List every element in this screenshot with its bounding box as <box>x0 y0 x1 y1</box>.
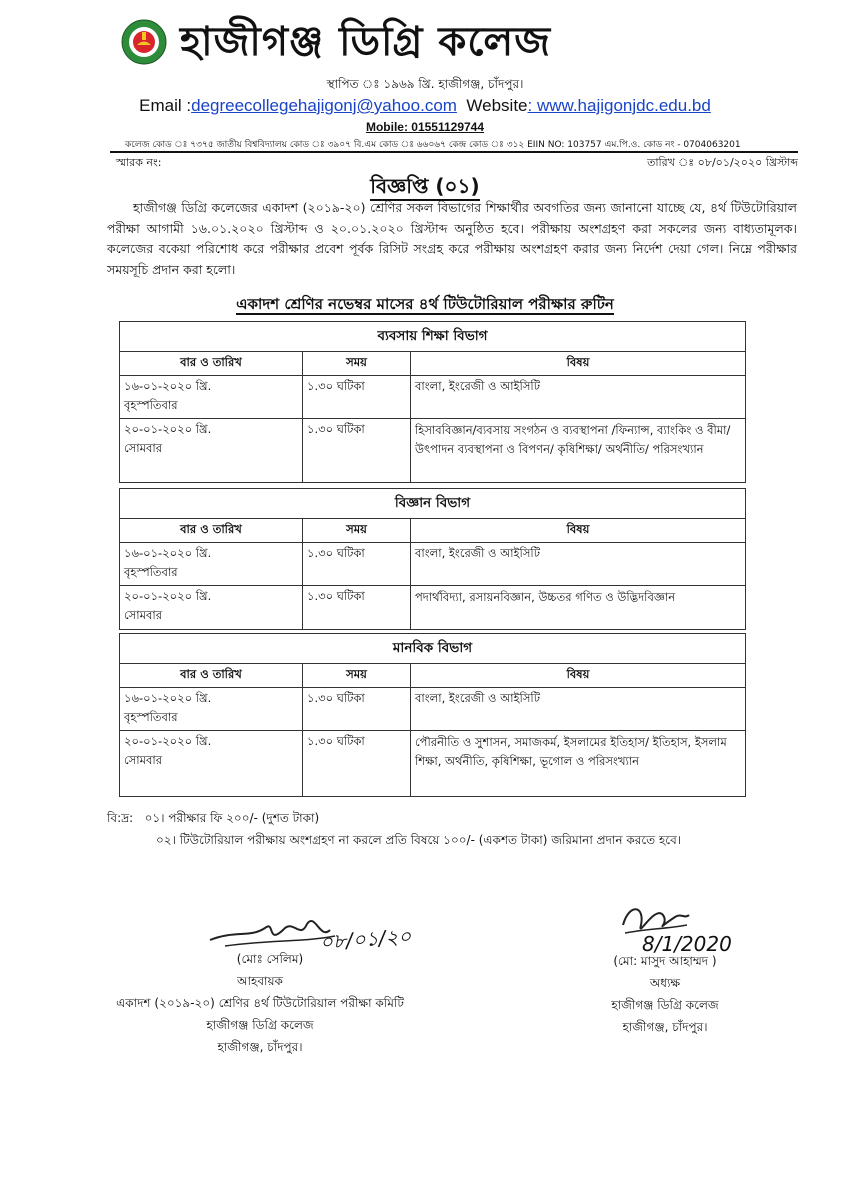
principal-name: (মো: মাসুদ আহাম্মদ ) <box>613 954 717 968</box>
college-codes: কলেজ কোড ঃ ৭৩৭৫ জাতীয় বিশ্ববিদ্যালয় কোড ঃ ৩৯০৭ বি.এম কোড ঃ ৬৬০৬৭ কেন্দ্র কোড ঃ ৩১২ EIIN NO: 103757 এম.পি.ও. কোড নং - 0704063201 <box>125 140 741 150</box>
left-college-name: হাজীগঞ্জ ডিগ্রি কলেজ <box>206 1018 314 1032</box>
subject-cell: হিসাববিজ্ঞান/ব্যবসায় সংগঠন ও ব্যবস্থাপনা /ফিন্যান্স, ব্যাংকিং ও বীমা/ উৎপাদন ব্যবস্থাপনা ও বিপণন/ কৃষিশিক্ষা/ অর্থনীতি/ পরিসংখ্যান <box>411 419 746 483</box>
notes-label: বি:দ্র: <box>107 811 134 825</box>
time-cell: ১.৩০ ঘটিকা <box>303 543 411 586</box>
table-row <box>120 586 746 630</box>
left-handwritten-date: ০৮/০১/২০ <box>319 923 413 955</box>
subject-cell: পৌরনীতি ও সুশাসন, সমাজকর্ম, ইসলামের ইতিহাস/ ইতিহাস, ইসলাম শিক্ষা, অর্থনীতি, কৃষিশিক্ষা, ভূগোল ও পরিসংখ্যান <box>411 731 746 797</box>
time-cell: ১.৩০ ঘটিকা <box>303 376 411 419</box>
right-signature-block <box>540 950 790 1038</box>
time-cell: ১.৩০ ঘটিকা <box>303 419 411 483</box>
right-college-name: হাজীগঞ্জ ডিগ্রি কলেজ <box>611 998 719 1012</box>
col-subject: বিষয় <box>411 664 746 688</box>
science-dept-table <box>119 488 746 630</box>
routine-title: একাদশ শ্রেণির নভেম্বর মাসের ৪র্থ টিউটোরিয়াল পরীক্ষার রুটিন <box>236 295 614 313</box>
day-date-cell: ২০-০১-২০২০ খ্রি. সোমবার <box>120 731 303 797</box>
subject-cell: বাংলা, ইংরেজী ও আইসিটি <box>411 376 746 419</box>
note-1: ০১। পরীক্ষার ফি ২০০/- (দুশত টাকা) <box>144 811 320 825</box>
table-row <box>120 688 746 731</box>
col-day-date: বার ও তারিখ <box>120 352 303 376</box>
notice-title: বিজ্ঞপ্তি (০১) <box>0 172 850 205</box>
table-row <box>120 419 746 483</box>
left-place: হাজীগঞ্জ, চাঁদপুর। <box>217 1040 303 1054</box>
left-signature-block <box>80 920 440 1058</box>
col-subject: বিষয় <box>411 352 746 376</box>
dept-heading: মানবিক বিভাগ <box>120 634 746 664</box>
convener-name: (মোঃ সেলিম) <box>236 952 304 966</box>
subject-cell: পদার্থবিদ্যা, রসায়নবিজ্ঞান, উচ্চতর গণিত ও উদ্ভিদবিজ্ঞান <box>411 586 746 630</box>
table-row <box>120 731 746 797</box>
business-dept-table <box>119 321 746 483</box>
subject-cell: বাংলা, ইংরেজী ও আইসিটি <box>411 688 746 731</box>
col-subject: বিষয় <box>411 519 746 543</box>
day-date-cell: ২০-০১-২০২০ খ্রি. সোমবার <box>120 419 303 483</box>
established-line: স্থাপিত ঃ ১৯৬৯ খ্রি. হাজীগঞ্জ, চাঁদপুর। <box>326 77 524 91</box>
time-cell: ১.৩০ ঘটিকা <box>303 688 411 731</box>
email-link[interactable]: degreecollegehajigonj@yahoo.com <box>191 96 457 115</box>
dept-heading: বিজ্ঞান বিভাগ <box>120 489 746 519</box>
col-time: সময় <box>303 352 411 376</box>
header-divider <box>110 151 798 153</box>
day-date-cell: ১৬-০১-২০২০ খ্রি. বৃহস্পতিবার <box>120 376 303 419</box>
memo-number: স্মারক নং: <box>116 156 162 169</box>
right-handwritten-date: 8/1/2020 <box>642 932 732 956</box>
day-date-cell: ১৬-০১-২০২০ খ্রি. বৃহস্পতিবার <box>120 688 303 731</box>
college-logo-icon <box>120 18 168 66</box>
principal-role: অধ্যক্ষ <box>649 976 681 990</box>
time-cell: ১.৩০ ঘটিকা <box>303 586 411 630</box>
col-time: সময় <box>303 519 411 543</box>
notice-body: হাজীগঞ্জ ডিগ্রি কলেজের একাদশ (২০১৯-২০) শ্রেণির সকল বিভাগের শিক্ষার্থীর অবগতির জন্য জানানো যাচ্ছে যে, ৪র্থ টিউটোরিয়াল পরীক্ষা আগামী ১৬.০১.২০২০ খ্রিস্টাব্দ ও ২০.০১.২০২০ খ্রিস্টাব্দ অনুষ্ঠিত হবে। পরীক্ষায় অংশগ্রহণ করা সকলের জন্য বাধ্যতামূলক। কলেজের বকেয়া পরিশোধ করে পরীক্ষার প্রবেশ পূর্বক রিসিট সংগ্রহ করে পরীক্ষায় অংশগ্রহণ করার জন্য নির্দেশ দেয়া গেল। নিম্নে পরীক্ষার সময়সূচি প্রদান করা হলো। <box>107 200 797 277</box>
day-date-cell: ২০-০১-২০২০ খ্রি. সোমবার <box>120 586 303 630</box>
col-day-date: বার ও তারিখ <box>120 519 303 543</box>
right-place: হাজীগঞ্জ, চাঁদপুর। <box>622 1020 708 1034</box>
subject-cell: বাংলা, ইংরেজী ও আইসিটি <box>411 543 746 586</box>
table-row <box>120 376 746 419</box>
contact-line <box>0 96 850 116</box>
website-label: Website <box>466 96 528 115</box>
email-label: Email : <box>139 96 192 115</box>
website-link[interactable]: : www.hajigonjdc.edu.bd <box>527 96 711 115</box>
col-day-date: বার ও তারিখ <box>120 664 303 688</box>
mobile-number: Mobile: 01551129744 <box>365 120 485 134</box>
note-2: ০২। টিউটোরিয়াল পরীক্ষায় অংশগ্রহণ না করলে প্রতি বিষয়ে ১০০/- (একশত টাকা) জরিমানা প্রদান করতে হবে। <box>156 833 682 847</box>
col-time: সময় <box>303 664 411 688</box>
day-date-cell: ১৬-০১-২০২০ খ্রি. বৃহস্পতিবার <box>120 543 303 586</box>
time-cell: ১.৩০ ঘটিকা <box>303 731 411 797</box>
convener-role: আহবায়ক <box>237 974 283 988</box>
college-name: হাজীগঞ্জ ডিগ্রি কলেজ <box>180 19 552 65</box>
notice-date: তারিখ ঃ ০৮/০১/২০২০ খ্রিস্টাব্দ <box>647 156 798 169</box>
table-row <box>120 543 746 586</box>
committee-name: একাদশ (২০১৯-২০) শ্রেণির ৪র্থ টিউটোরিয়াল পরীক্ষা কমিটি <box>116 996 404 1010</box>
humanities-dept-table <box>119 633 746 797</box>
dept-heading: ব্যবসায় শিক্ষা বিভাগ <box>120 322 746 352</box>
